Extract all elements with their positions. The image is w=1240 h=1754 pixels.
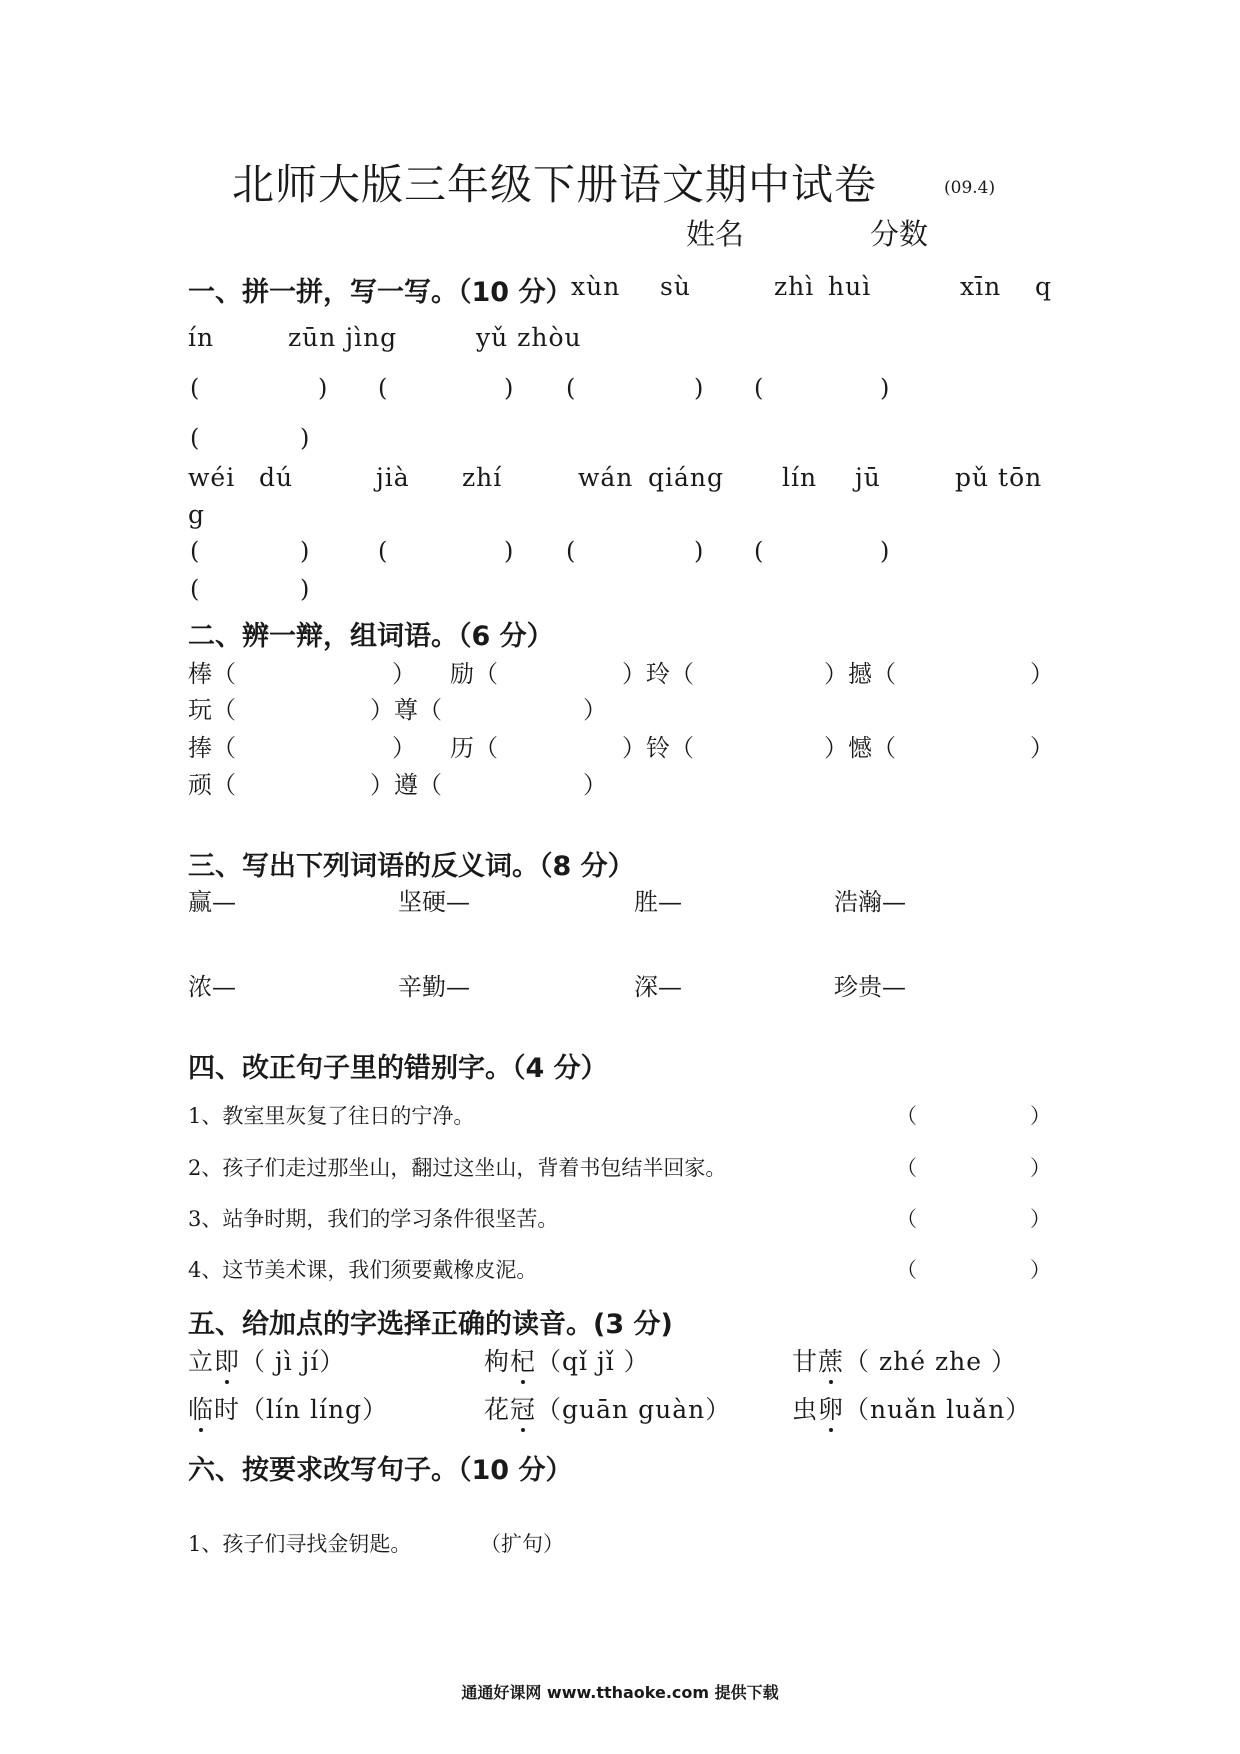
paren-close: ） [392, 660, 416, 688]
answer-paren-open: ( [378, 537, 388, 565]
reading-item: 临时（lín líng） [188, 1390, 388, 1426]
antonym-item: 浩瀚— [834, 888, 906, 916]
pinyin-zhi: zhì [774, 272, 815, 301]
reading-item: 甘蔗（ zhé zhe ） [792, 1342, 1017, 1378]
paren-close: ） [583, 696, 607, 724]
pinyin-lin: lín [782, 463, 818, 492]
pinyin-qiang: qiáng [648, 463, 725, 492]
answer-paren-close: ) [300, 537, 310, 565]
word-item: ）遵（ [370, 771, 442, 799]
section-6-heading: 六、按要求改写句子。（10 分） [188, 1455, 573, 1486]
pinyin-zhi2: zhí [462, 463, 503, 492]
paren-close: ） [392, 734, 416, 762]
pinyin-wei: wéi [188, 463, 236, 492]
section-2-heading: 二、辨一辩，组词语。（6 分） [188, 621, 554, 652]
word-item: 顽（ [188, 771, 236, 799]
pinyin-wan: wán [578, 463, 634, 492]
paren-close: ） [1030, 734, 1054, 762]
name-label: 姓名 [686, 217, 745, 251]
answer-paren-close: ) [504, 537, 514, 565]
reading-item: 虫卵（nuǎn luǎn） [792, 1390, 1031, 1426]
answer-paren-close: ) [300, 575, 310, 603]
answer-paren-close: ) [694, 537, 704, 565]
antonym-item: 辛勤— [398, 973, 470, 1001]
answer-paren-open: ( [190, 424, 200, 452]
answer-paren-close: ) [880, 374, 890, 402]
pinyin-g: g [188, 500, 206, 529]
dotted-char: 即 [214, 1342, 240, 1378]
section-4-heading: 四、改正句子里的错别字。（4 分） [188, 1053, 608, 1084]
dotted-char: 蔗 [818, 1342, 844, 1378]
word-item: 捧（ [188, 734, 236, 762]
word-item: 玩（ [188, 696, 236, 724]
paren-close: ） [1030, 1156, 1051, 1180]
word-item: 励（ [450, 660, 498, 688]
answer-paren-open: ( [190, 537, 200, 565]
answer-paren-open: ( [378, 374, 388, 402]
pinyin-su: sù [660, 272, 691, 301]
antonym-item: 浓— [188, 973, 236, 1001]
section-3-heading: 三、写出下列词语的反义词。（8 分） [188, 851, 635, 882]
paren-open: （ [896, 1104, 917, 1128]
word-item: ）憾（ [824, 734, 896, 762]
sentence-3: 3、站争时期，我们的学习条件很坚苦。 [188, 1207, 559, 1231]
pinyin-ju: jū [855, 463, 881, 492]
section-1-heading: 一、拼一拼，写一写。（10 分） [188, 277, 573, 308]
sentence-2: 2、孩子们走过那坐山，翻过这坐山，背着书包结半回家。 [188, 1156, 727, 1180]
word-item: 历（ [450, 734, 498, 762]
page-title: 北师大版三年级下册语文期中试卷 [232, 160, 878, 209]
answer-paren-close: ) [880, 537, 890, 565]
dotted-char: 冠 [510, 1390, 536, 1426]
dotted-char: 临 [188, 1390, 214, 1426]
dotted-char: 杞 [510, 1342, 536, 1378]
title-date: (09.4) [944, 178, 996, 198]
section-5-heading: 五、给加点的字选择正确的读音。(3 分) [188, 1309, 673, 1340]
pinyin-zunjing: zūn jìng [288, 323, 398, 352]
word-item: ）铃（ [622, 734, 694, 762]
rewrite-question-1: 1、孩子们寻找金钥匙。 [188, 1532, 412, 1556]
pinyin-xin: xīn [960, 272, 1002, 301]
pinyin-hui: huì [828, 272, 872, 301]
answer-paren-open: ( [190, 575, 200, 603]
paren-open: （ [896, 1207, 917, 1231]
answer-paren-close: ) [300, 424, 310, 452]
pinyin-du: dú [259, 463, 294, 492]
paren-close: ） [1030, 660, 1054, 688]
pinyin-q: q [1035, 272, 1053, 301]
word-item: ）玲（ [622, 660, 694, 688]
answer-paren-open: ( [566, 374, 576, 402]
answer-paren-open: ( [754, 537, 764, 565]
answer-paren-close: ) [318, 374, 328, 402]
reading-item: 立即（ jì jí） [188, 1342, 345, 1378]
sentence-1: 1、教室里灰复了往日的宁净。 [188, 1104, 475, 1128]
antonym-item: 珍贵— [834, 973, 906, 1001]
reading-item: 枸杞（qǐ jǐ ） [484, 1342, 650, 1378]
antonym-item: 坚硬— [398, 888, 470, 916]
word-item: ）撼（ [824, 660, 896, 688]
word-item: ）尊（ [370, 696, 442, 724]
pinyin-jia: jià [376, 463, 410, 492]
answer-paren-close: ) [504, 374, 514, 402]
answer-paren-open: ( [190, 374, 200, 402]
paren-close: ） [1030, 1258, 1051, 1282]
paren-close: ） [1030, 1104, 1051, 1128]
answer-paren-close: ) [694, 374, 704, 402]
paren-open: （ [896, 1156, 917, 1180]
pinyin-xun: xùn [571, 272, 621, 301]
pinyin-yuzhou: yǔ zhòu [476, 323, 582, 352]
footer-credit: 通通好课网 www.tthaoke.com 提供下载 [461, 1683, 779, 1702]
pinyin-putong: pǔ tōn [955, 463, 1043, 492]
word-item: 棒（ [188, 660, 236, 688]
paren-close: ） [1030, 1207, 1051, 1231]
score-label: 分数 [870, 217, 929, 251]
antonym-item: 赢— [188, 888, 236, 916]
dotted-char: 卵 [818, 1390, 844, 1426]
answer-paren-open: ( [566, 537, 576, 565]
reading-item: 花冠（guān guàn） [484, 1390, 731, 1426]
pinyin-in: ín [188, 323, 215, 352]
answer-paren-open: ( [754, 374, 764, 402]
antonym-item: 胜— [634, 888, 682, 916]
rewrite-note: （扩句） [480, 1532, 564, 1556]
paren-close: ） [583, 771, 607, 799]
paren-open: （ [896, 1258, 917, 1282]
antonym-item: 深— [634, 973, 682, 1001]
sentence-4: 4、这节美术课，我们须要戴橡皮泥。 [188, 1258, 538, 1282]
